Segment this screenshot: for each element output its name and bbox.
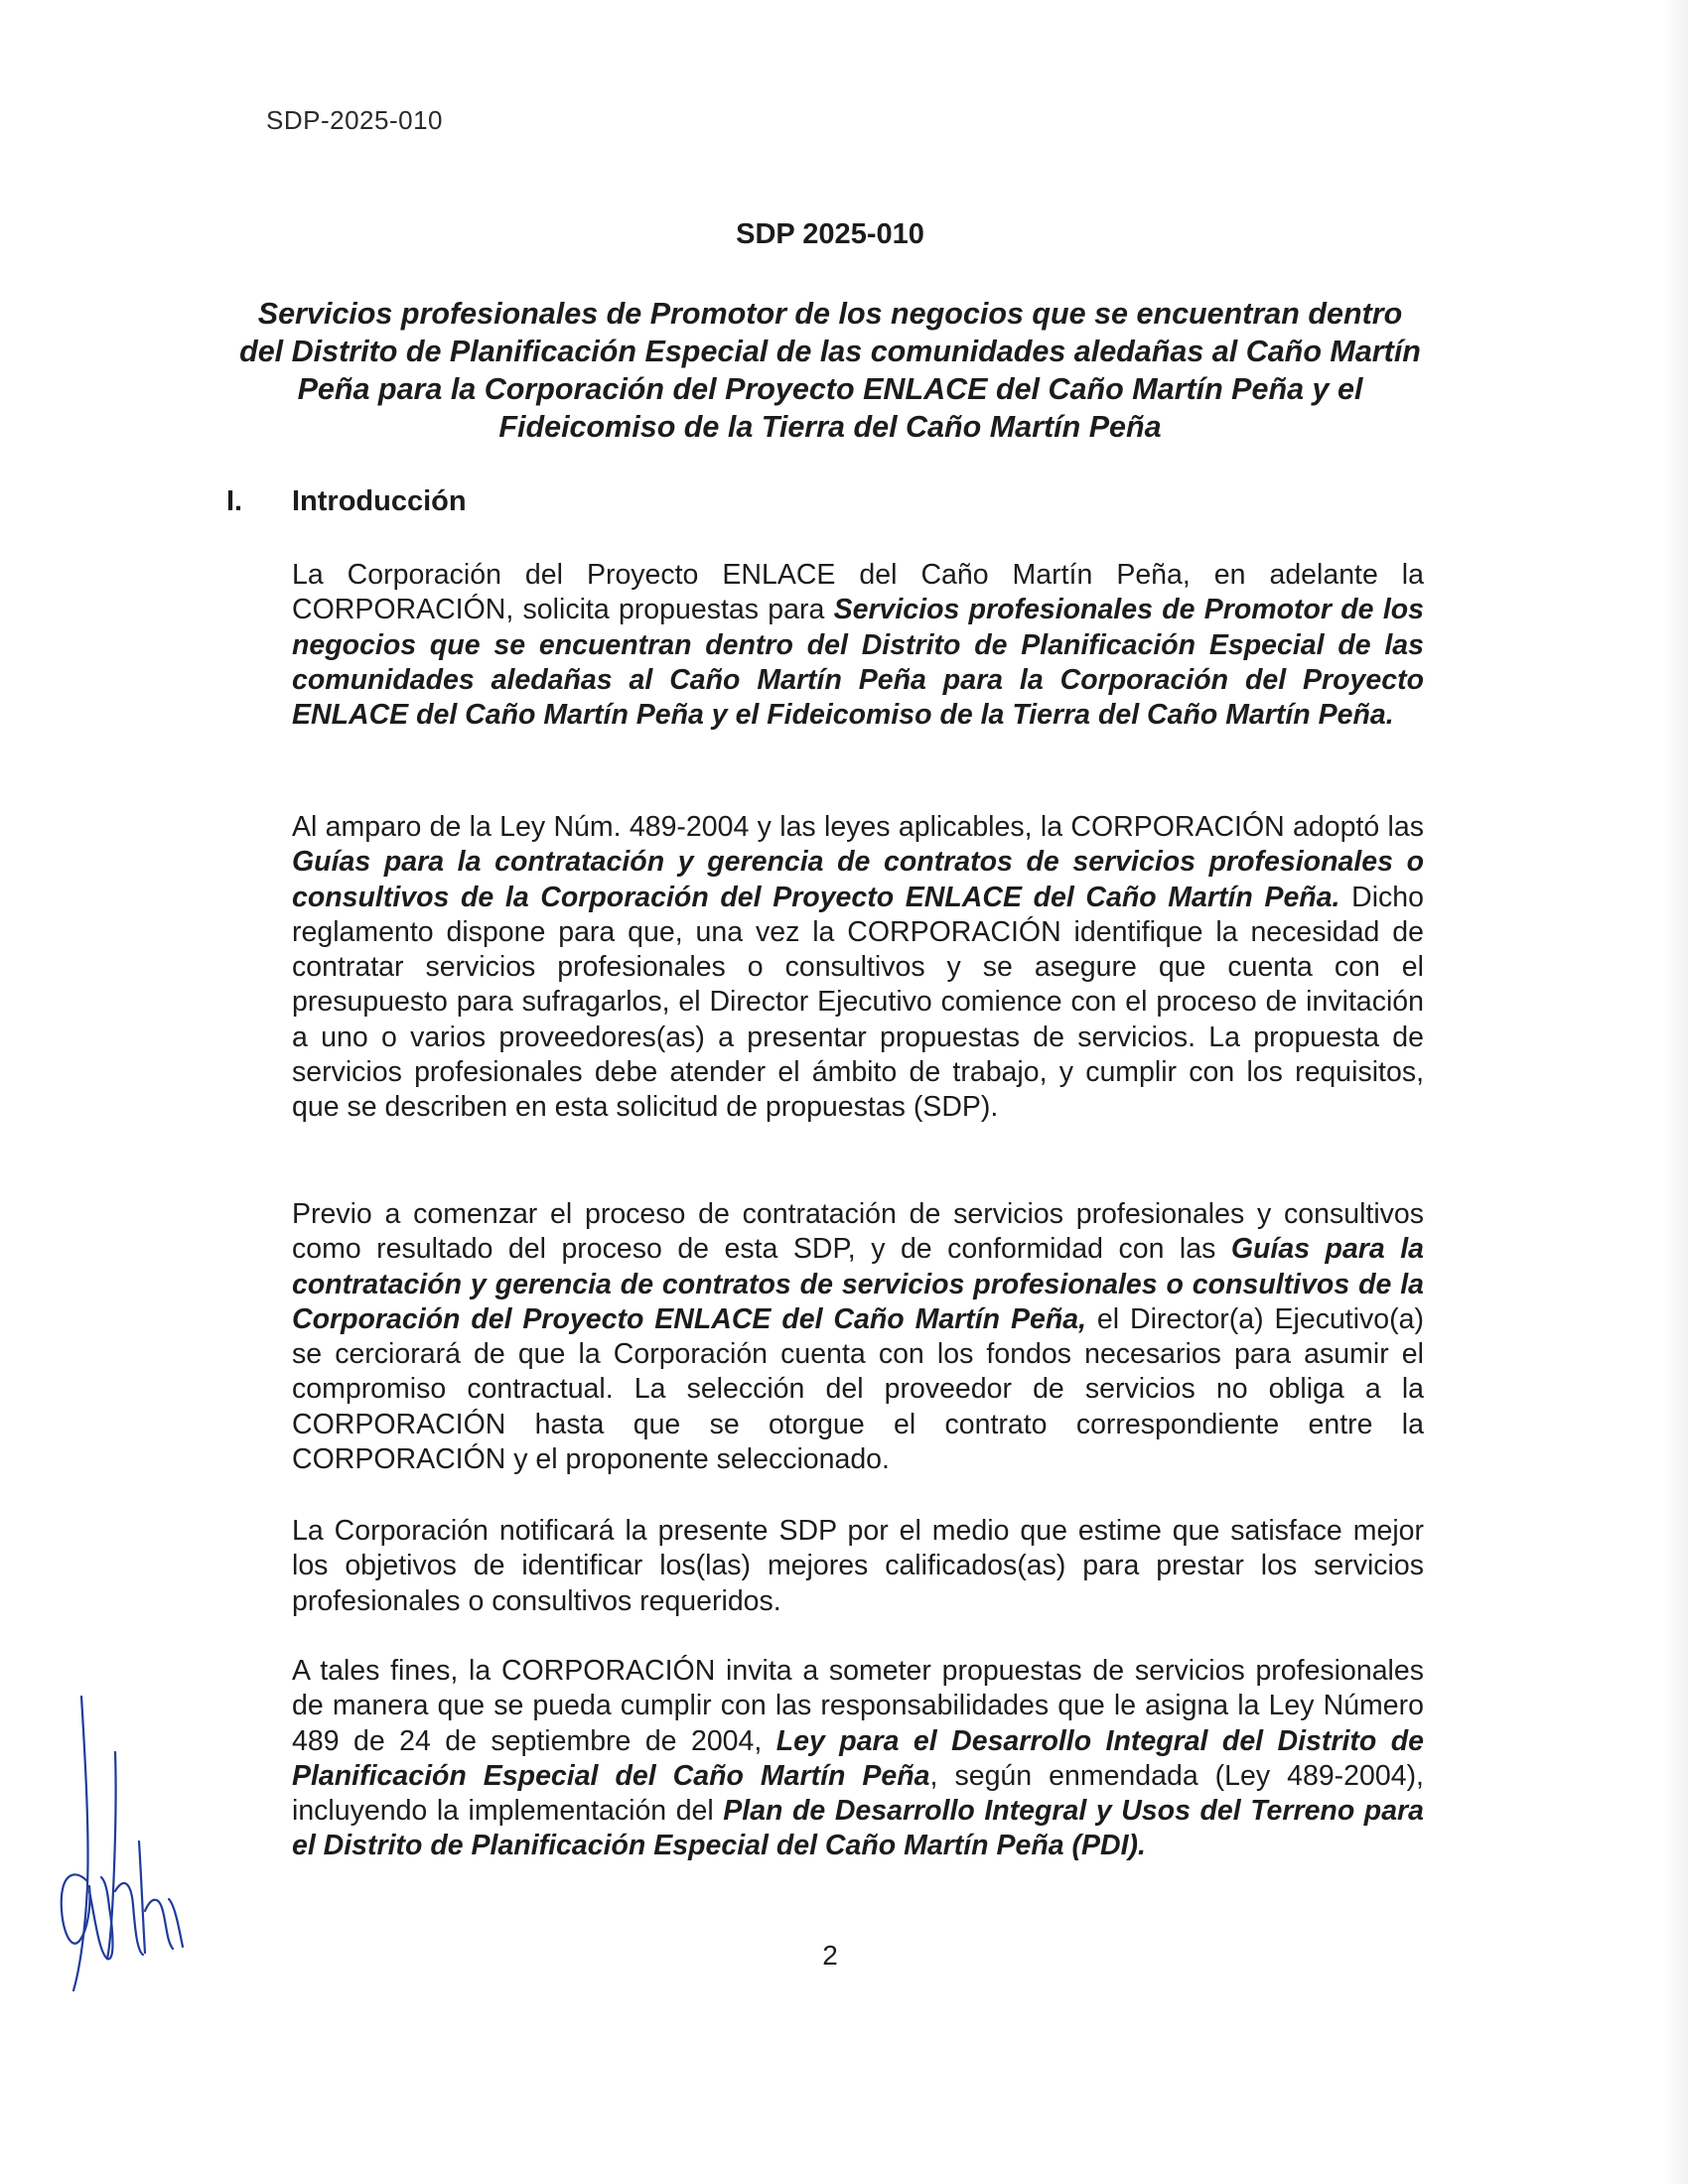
paragraph-text: el Director(a) Ejecutivo(a) se cerciorará de que la Corporación cuenta con los fondos necesarios para asumir el compromiso contractual. La selección del proveedor de servicios no obliga a la CORPORACIÓN hasta que se otorgue el contrato correspondiente entre la CORPORACIÓN y el proponente seleccionado. (292, 1302, 1424, 1476)
document-title: SDP 2025-010 (736, 218, 924, 250)
paragraph-3 (292, 1197, 1424, 1477)
section-title: Introducción (292, 485, 467, 517)
page-number: 2 (822, 1940, 838, 1971)
scan-edge (1664, 0, 1688, 2184)
paragraph-text: Dicho reglamento dispone para que, una vez la CORPORACIÓN identifique la necesidad de contratar servicios profesionales o consultivos y se asegure que cuenta con el presupuesto para sufragarlos, el Director Ejecutivo comience con el proceso de invitación a uno o varios proveedores(as) a presentar propuestas de servicios. La propuesta de servicios profesionales debe atender el ámbito de trabajo, y cumplir con los requisitos, que se describen en esta solicitud de propuestas (SDP). (292, 881, 1424, 1124)
section-number: I. (226, 485, 243, 517)
paragraph-4 (292, 1514, 1424, 1619)
paragraph-2 (292, 810, 1424, 1126)
document-subtitle: Servicios profesionales de Promotor de los negocios que se encuentran dentro del Distrito de Planificación Especial de las comunidades aledañas al Caño Martín Peña para la Corporación del Proyecto ENLACE del Caño Martín Peña y el Fideicomiso de la Tierra del Caño Martín Peña (239, 297, 1421, 444)
paragraph-text: , según enmendada (Ley 489-2004), incluyendo la implementación del (292, 1759, 1424, 1828)
paragraph-text: La Corporación del Proyecto ENLACE del Caño Martín Peña, en adelante la CORPORACIÓN, solicita propuestas para (292, 559, 1424, 626)
paragraph-text: Al amparo de la Ley Núm. 489-2004 y las leyes aplicables, la CORPORACIÓN adoptó las (292, 811, 1424, 843)
paragraph-emphasis: Servicios profesionales de Promotor de los negocios que se encuentran dentro del Distrito de Planificación Especial de las comunidades aledañas al Caño Martín Peña para la Corporación del Proyecto ENLACE del Caño Martín Peña y el Fideicomiso de la Tierra del Caño Martín Peña. (292, 594, 1424, 732)
paragraph-text: Previo a comenzar el proceso de contratación de servicios profesionales y consultivos como resultado del proceso de esta SDP, y de conformidad con las (292, 1198, 1424, 1266)
paragraph-emphasis: Guías para la contratación y gerencia de contratos de servicios profesionales o consultivos de la Corporación del Proyecto ENLACE del Caño Martín Peña. (292, 846, 1424, 913)
paragraph-emphasis: Plan de Desarrollo Integral y Usos del Terreno para el Distrito de Planificación Especial del Caño Martín Peña (PDI). (292, 1795, 1424, 1862)
paragraph-emphasis: Guías para la contratación y gerencia de contratos de servicios profesionales o consultivos de la Corporación del Proyecto ENLACE del Caño Martín Peña, (292, 1233, 1424, 1335)
paragraph-5 (292, 1654, 1424, 1864)
paragraph-text: A tales fines, la CORPORACIÓN invita a someter propuestas de servicios profesionales de manera que se pueda cumplir con las responsabilidades que le asigna la Ley Número 489 de 24 de septiembre de 2004, (292, 1655, 1424, 1757)
paragraph-emphasis: Ley para el Desarrollo Integral del Distrito de Planificación Especial del Caño Martín Peña (292, 1724, 1424, 1792)
section-heading (226, 485, 467, 518)
paragraph-1 (292, 558, 1424, 733)
document-reference: SDP-2025-010 (266, 105, 443, 135)
paragraph-text: La Corporación notificará la presente SDP por el medio que estime que satisface mejor los objetivos de identificar los(las) mejores calificados(as) para prestar los servicios profesionales o consultivos requeridos. (292, 1515, 1424, 1617)
